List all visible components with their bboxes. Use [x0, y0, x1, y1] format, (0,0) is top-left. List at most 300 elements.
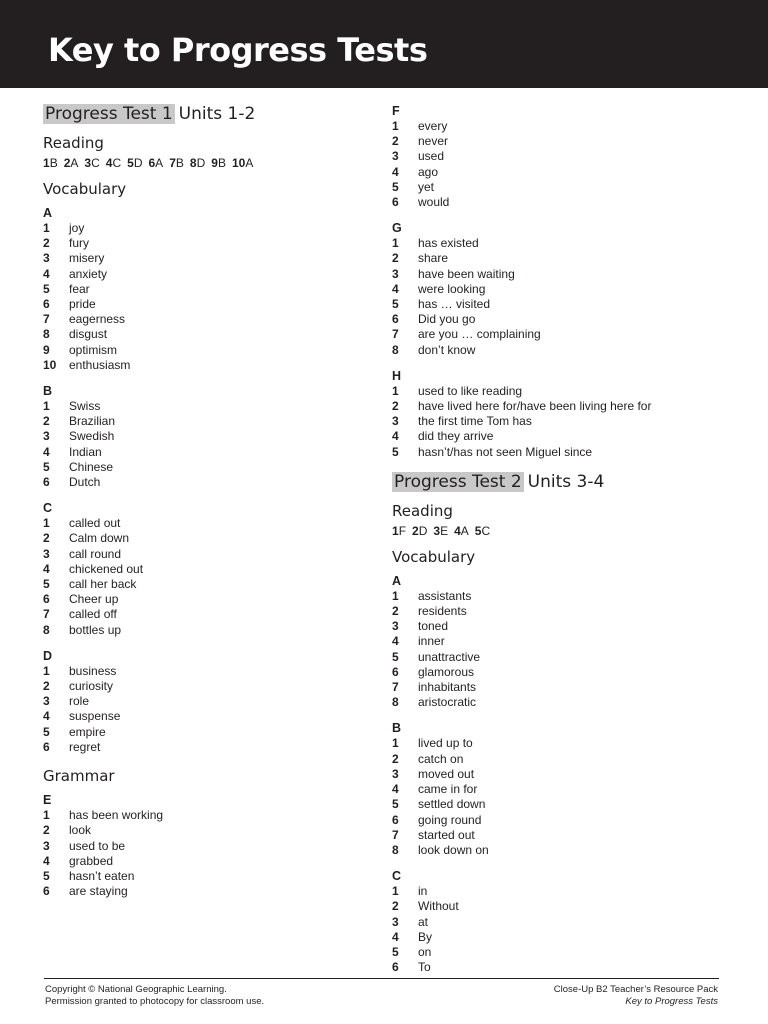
answer-number: 5: [392, 297, 399, 312]
answer-text: role: [69, 694, 90, 709]
test2-heading: [392, 471, 732, 493]
answer-number: 4: [392, 782, 399, 797]
answer-number: 2: [43, 414, 50, 429]
answer-number: 1: [392, 884, 399, 899]
answer-number: 1: [392, 119, 399, 133]
answer-number: 6: [392, 195, 399, 210]
answer-number: 3: [433, 523, 441, 538]
answer-row: [392, 782, 732, 797]
exercise-letter: B: [43, 384, 53, 399]
answer-letter: F: [398, 523, 407, 538]
answer-number: 2: [392, 899, 399, 914]
answer-number: 8: [43, 327, 50, 342]
answer-row: [392, 680, 732, 695]
answer-row: [43, 221, 363, 236]
answer-number: 1: [392, 236, 399, 251]
answer-row: [392, 312, 732, 327]
exercise-group: [43, 206, 363, 373]
answer-text: inhabitants: [418, 680, 477, 695]
answer-number: 4: [43, 709, 50, 724]
footer-copyright: [45, 984, 264, 1008]
answer-text: grabbed: [69, 853, 114, 868]
answer-row: [392, 180, 732, 195]
answer-number: 3: [43, 546, 50, 561]
answer-number: 4: [105, 156, 113, 170]
answer-row: [43, 236, 363, 251]
answer-row: [43, 725, 363, 740]
answer-letter: C: [91, 156, 100, 170]
answer-row: [43, 884, 363, 899]
answer-text: look: [69, 823, 92, 838]
exercise-group: [392, 574, 732, 711]
answer-row: [392, 343, 732, 358]
footer-book-info: [554, 984, 718, 1008]
answer-row: [392, 930, 732, 945]
reading-answer: [392, 524, 406, 538]
answer-text: optimism: [69, 342, 118, 357]
answer-row: [43, 592, 363, 607]
answer-number: 8: [392, 695, 399, 710]
answer-text: pride: [69, 297, 96, 312]
answer-text: yet: [418, 179, 435, 194]
answer-text: By: [418, 929, 433, 944]
answer-row: [392, 828, 732, 843]
answer-row: [392, 327, 732, 342]
answer-text: toned: [418, 619, 449, 634]
answer-row: [392, 119, 732, 134]
answer-text: hasn’t eaten: [69, 868, 135, 883]
footer-divider: [44, 978, 719, 979]
answer-letter: B: [217, 156, 226, 170]
answer-row: [43, 709, 363, 724]
answer-text: disgust: [69, 327, 108, 342]
answer-row: [392, 134, 732, 149]
answer-row: [43, 607, 363, 622]
answer-row: [392, 915, 732, 930]
answer-letter: C: [481, 523, 491, 538]
answer-row: [392, 797, 732, 812]
answer-text: have been waiting: [418, 266, 515, 281]
answer-letter: E: [440, 523, 449, 538]
exercise-group: [392, 721, 732, 858]
answer-row: [43, 251, 363, 266]
reading-answer: [64, 156, 79, 170]
answer-text: on: [418, 944, 432, 959]
test1-vocabulary-title: Vocabulary: [43, 180, 127, 198]
answer-text: Calm down: [69, 531, 130, 546]
answer-letter: A: [155, 156, 164, 170]
answer-row: [43, 854, 363, 869]
answer-number: 2: [392, 604, 399, 619]
answer-number: 2: [43, 823, 50, 838]
answer-row: [43, 358, 363, 373]
answer-number: 3: [392, 149, 399, 164]
answer-row: [43, 312, 363, 327]
answer-number: 9: [43, 342, 50, 357]
answer-text: fear: [69, 281, 90, 296]
answer-row: [392, 384, 732, 399]
answer-row: [43, 869, 363, 884]
answer-letter: C: [112, 156, 122, 170]
answer-row: [43, 577, 363, 592]
answer-row: [392, 695, 732, 710]
test1-label: Progress Test 1: [45, 104, 173, 124]
answer-number: 2: [43, 531, 50, 546]
answer-row: [392, 899, 732, 914]
test1-heading: [43, 103, 363, 125]
answer-row: [43, 460, 363, 475]
answer-number: 5: [392, 444, 399, 459]
answer-text: called off: [69, 607, 117, 622]
answer-row: [43, 839, 363, 854]
exercise-group: [43, 501, 363, 638]
answer-text: used to be: [69, 838, 126, 853]
exercise-letter: D: [43, 648, 53, 663]
answer-text: used: [418, 149, 445, 164]
answer-text: moved out: [418, 766, 475, 781]
answer-number: 1: [43, 516, 50, 531]
left-column: [43, 100, 363, 910]
answer-text: residents: [418, 604, 467, 619]
answer-row: [43, 740, 363, 755]
answer-text: Indian: [69, 444, 102, 459]
answer-text: has existed: [418, 236, 479, 251]
answer-text: empire: [69, 724, 106, 739]
test1-grammar-list-cont: [392, 104, 732, 460]
answer-text: hasn’t/has not seen Miguel since: [418, 444, 593, 459]
answer-number: 6: [43, 297, 50, 312]
exercise-letter: G: [392, 221, 402, 236]
exercise-letter: E: [43, 793, 52, 808]
answer-text: called out: [69, 516, 121, 531]
answer-number: 2: [392, 134, 399, 149]
answer-number: 1: [392, 523, 399, 538]
answer-text: Cheer up: [69, 592, 119, 607]
answer-row: [392, 884, 732, 899]
answer-row: [392, 619, 732, 634]
answer-text: settled down: [418, 797, 486, 812]
answer-row: [392, 736, 732, 751]
test1-units: Units 1-2: [178, 104, 256, 124]
answer-letter: A: [70, 156, 79, 170]
answer-number: 2: [43, 679, 50, 694]
reading-answer: [106, 156, 121, 170]
answer-number: 7: [43, 607, 50, 622]
answer-text: inner: [418, 634, 445, 649]
answer-number: 5: [127, 156, 134, 170]
answer-number: 4: [43, 266, 50, 281]
answer-number: 7: [43, 312, 50, 327]
answer-number: 3: [392, 414, 399, 429]
answer-text: Chinese: [69, 459, 114, 474]
answer-number: 2: [392, 751, 399, 766]
answer-text: every: [418, 119, 448, 133]
answer-row: [392, 650, 732, 665]
answer-row: [392, 843, 732, 858]
answer-number: 6: [392, 664, 399, 679]
answer-text: are you … complaining: [418, 327, 541, 342]
answer-row: [43, 343, 363, 358]
answer-row: [392, 297, 732, 312]
section-title: Key to Progress Tests: [625, 996, 718, 1007]
answer-text: business: [69, 663, 117, 678]
answer-text: going round: [418, 812, 482, 827]
answer-number: 5: [392, 797, 399, 812]
answer-number: 3: [43, 429, 50, 444]
test2-reading-title: Reading: [392, 501, 453, 520]
answer-number: 7: [392, 827, 399, 842]
exercise-letter: F: [392, 104, 400, 118]
exercise-letter: H: [392, 368, 402, 383]
answer-text: assistants: [418, 588, 472, 603]
answer-number: 2: [43, 236, 50, 251]
answer-number: 1: [43, 399, 50, 414]
answer-text: has been working: [69, 808, 164, 823]
reading-answer: [454, 524, 469, 538]
answer-number: 4: [392, 281, 399, 296]
page-title: Key to Progress Tests: [48, 31, 428, 69]
answer-text: anxiety: [69, 266, 108, 281]
answer-number: 7: [169, 156, 176, 170]
answer-number: 4: [392, 929, 399, 944]
answer-letter: A: [245, 156, 254, 170]
test1-reading-title: Reading: [43, 134, 104, 152]
answer-row: [43, 623, 363, 638]
answer-number: 4: [392, 634, 399, 649]
answer-number: 4: [454, 523, 461, 538]
test1-vocabulary-list: [43, 206, 363, 755]
answer-text: came in for: [418, 782, 478, 797]
answer-row: [43, 694, 363, 709]
answer-text: has … visited: [418, 297, 491, 312]
answer-row: [392, 445, 732, 460]
answer-text: ago: [418, 164, 439, 179]
answer-number: 7: [392, 680, 399, 695]
answer-text: don’t know: [418, 342, 476, 357]
reading-answer: [475, 524, 490, 538]
answer-text: Dutch: [69, 475, 101, 490]
answer-number: 8: [392, 342, 399, 357]
answer-number: 1: [43, 156, 50, 170]
copyright-line: Copyright © National Geographic Learning.: [45, 984, 227, 995]
answer-text: bottles up: [69, 622, 122, 637]
test2-vocabulary-list: [392, 574, 732, 975]
answer-text: did they arrive: [418, 429, 494, 444]
answer-number: 6: [43, 884, 50, 899]
answer-text: Swedish: [69, 429, 115, 444]
test1-grammar-title: Grammar: [43, 767, 115, 786]
exercise-group: [43, 384, 363, 490]
answer-row: [43, 562, 363, 577]
answer-number: 6: [392, 960, 399, 975]
answer-row: [43, 808, 363, 823]
answer-number: 7: [392, 327, 399, 342]
test2-units: Units 3-4: [527, 471, 605, 492]
answer-row: [392, 195, 732, 210]
answer-row: [43, 399, 363, 414]
answer-text: unattractive: [418, 649, 481, 664]
test2-vocabulary-title: Vocabulary: [392, 547, 476, 566]
title-banner: [0, 0, 768, 88]
answer-number: 1: [43, 663, 50, 678]
exercise-letter: C: [392, 869, 402, 884]
answer-number: 5: [43, 281, 50, 296]
reading-answer: [433, 524, 448, 538]
answer-row: [43, 445, 363, 460]
right-column: [392, 104, 732, 986]
exercise-letter: B: [392, 721, 402, 736]
answer-row: [392, 414, 732, 429]
answer-text: would: [418, 195, 450, 210]
answer-text: joy: [69, 221, 85, 235]
answer-number: 3: [392, 619, 399, 634]
answer-letter: A: [460, 523, 469, 538]
answer-number: 3: [84, 156, 92, 170]
answer-number: 2: [392, 251, 399, 266]
exercise-group: [43, 649, 363, 755]
answer-text: the first time Tom has: [418, 414, 532, 429]
answer-text: glamorous: [418, 664, 475, 679]
answer-number: 6: [392, 312, 399, 327]
answer-number: 5: [43, 577, 50, 592]
answer-number: 4: [43, 853, 50, 868]
answer-number: 3: [392, 266, 399, 281]
answer-row: [43, 823, 363, 838]
answer-number: 8: [189, 156, 197, 170]
answer-number: 2: [412, 523, 419, 538]
answer-row: [392, 251, 732, 266]
answer-number: 1: [43, 221, 50, 235]
permission-line: Permission granted to photocopy for classroom use.: [45, 996, 265, 1007]
answer-number: 2: [63, 156, 71, 170]
answer-text: To: [418, 960, 431, 975]
answer-text: used to like reading: [418, 383, 523, 398]
answer-row: [43, 429, 363, 444]
answer-text: eagerness: [69, 312, 126, 327]
exercise-group: [392, 221, 732, 358]
answer-text: aristocratic: [418, 695, 477, 710]
answer-row: [392, 945, 732, 960]
answer-number: 10: [231, 156, 246, 170]
answer-text: share: [418, 251, 449, 266]
answer-number: 10: [43, 357, 57, 372]
answer-number: 3: [43, 838, 50, 853]
answer-text: Without: [418, 899, 459, 914]
answer-row: [392, 604, 732, 619]
answer-letter: D: [418, 523, 428, 538]
answer-number: 1: [392, 736, 399, 751]
test1-grammar-list: [43, 793, 363, 899]
answer-row: [392, 429, 732, 444]
exercise-group: [392, 369, 732, 460]
answer-row: [43, 475, 363, 490]
answer-row: [392, 399, 732, 414]
reading-answer: [148, 156, 163, 170]
answer-text: Did you go: [418, 312, 476, 327]
answer-row: [392, 813, 732, 828]
answer-text: Brazilian: [69, 414, 116, 429]
answer-text: are staying: [69, 884, 128, 899]
answer-row: [43, 664, 363, 679]
answer-number: 3: [43, 694, 50, 709]
answer-text: misery: [69, 251, 105, 266]
answer-number: 4: [392, 164, 399, 179]
answer-number: 6: [43, 475, 50, 490]
answer-number: 3: [392, 914, 399, 929]
reading-answer: [412, 524, 427, 538]
answer-row: [43, 267, 363, 282]
exercise-letter: A: [43, 206, 53, 220]
answer-row: [392, 282, 732, 297]
answer-letter: D: [196, 156, 206, 170]
exercise-letter: C: [43, 501, 53, 516]
answer-number: 4: [43, 444, 50, 459]
answer-row: [392, 165, 732, 180]
answer-number: 8: [392, 842, 399, 857]
reading-answer: [127, 156, 142, 170]
answer-row: [392, 267, 732, 282]
answer-number: 5: [392, 649, 399, 664]
answer-number: 5: [392, 944, 399, 959]
test2-label: Progress Test 2: [394, 471, 522, 492]
answer-number: 3: [43, 251, 50, 266]
answer-number: 5: [43, 868, 50, 883]
reading-answer: [43, 156, 58, 170]
book-title: Close-Up B2 Teacher’s Resource Pack: [553, 984, 718, 995]
answer-number: 1: [392, 588, 399, 603]
answer-row: [392, 634, 732, 649]
answer-text: were looking: [418, 281, 486, 296]
answer-number: 4: [392, 429, 399, 444]
reading-answer: [84, 156, 99, 170]
answer-number: 8: [43, 622, 50, 637]
answer-row: [43, 547, 363, 562]
answer-text: regret: [69, 739, 101, 754]
answer-text: never: [418, 134, 449, 149]
answer-row: [43, 679, 363, 694]
answer-number: 5: [43, 459, 50, 474]
answer-text: Swiss: [69, 399, 101, 414]
answer-text: enthusiasm: [69, 357, 131, 372]
answer-row: [43, 282, 363, 297]
answer-text: curiosity: [69, 679, 114, 694]
answer-number: 2: [392, 399, 399, 414]
answer-number: 9: [211, 156, 218, 170]
answer-row: [392, 665, 732, 680]
answer-text: in: [418, 884, 428, 899]
exercise-group: [392, 104, 732, 210]
answer-row: [43, 414, 363, 429]
answer-row: [43, 327, 363, 342]
reading-answer: [190, 156, 205, 170]
answer-text: lived up to: [418, 736, 473, 751]
answer-row: [392, 589, 732, 604]
answer-row: [392, 752, 732, 767]
answer-row: [392, 236, 732, 251]
answer-row: [43, 516, 363, 531]
answer-letter: B: [175, 156, 184, 170]
test2-reading-answers: [392, 523, 732, 539]
answer-text: chickened out: [69, 561, 144, 576]
answer-number: 1: [43, 808, 50, 823]
test1-reading-answers: [43, 155, 363, 171]
exercise-group: [392, 869, 732, 975]
answer-number: 6: [43, 739, 50, 754]
answer-number: 5: [474, 523, 482, 538]
answer-number: 6: [148, 156, 156, 170]
answer-row: [392, 767, 732, 782]
answer-number: 6: [43, 592, 50, 607]
